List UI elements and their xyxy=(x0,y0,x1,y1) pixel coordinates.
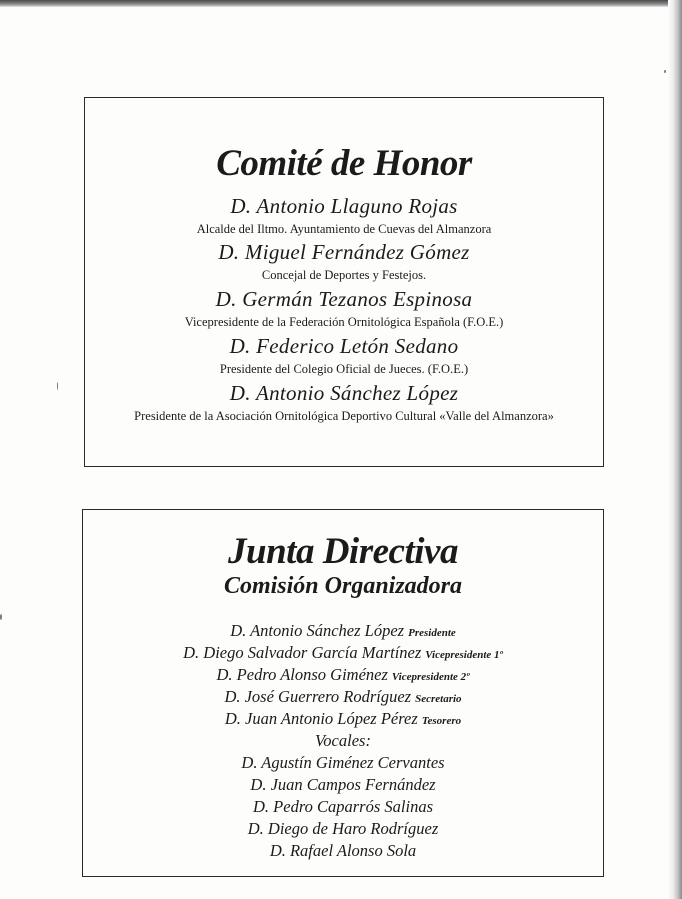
junta-title: Junta Directiva xyxy=(228,531,458,572)
officer-name: D. Antonio Sánchez López xyxy=(230,621,405,640)
officer-row xyxy=(83,621,603,641)
officer-name: D. Diego Salvador García Martínez xyxy=(183,643,422,662)
honor-member-name: D. Antonio Sánchez López xyxy=(229,381,459,405)
officer-position: Presidente xyxy=(408,627,456,639)
scan-top-edge xyxy=(0,0,682,7)
vocal-name: D. Juan Campos Fernández xyxy=(250,775,436,794)
vocal-name: D. Diego de Haro Rodríguez xyxy=(247,819,439,838)
vocal-name: D. Rafael Alonso Sola xyxy=(269,841,417,860)
scan-right-edge xyxy=(668,0,682,899)
vocal-name: D. Agustín Giménez Cervantes xyxy=(241,753,445,772)
honor-member-role: Concejal de Deportes y Festejos. xyxy=(261,268,427,282)
honor-member-name: D. Germán Tezanos Espinosa xyxy=(215,287,473,311)
junta-subtitle: Comisión Organizadora xyxy=(223,573,463,599)
officer-row xyxy=(83,687,603,707)
honor-member-role: Vicepresidente de la Federación Ornitológica Española (F.O.E.) xyxy=(184,315,504,329)
honor-title: Comité de Honor xyxy=(216,143,472,184)
junta-directiva-box xyxy=(82,509,604,877)
scan-speck xyxy=(664,70,666,73)
officer-name: D. Juan Antonio López Pérez xyxy=(224,709,418,728)
officer-position: Tesorero xyxy=(421,715,462,727)
officer-row xyxy=(83,665,603,685)
honor-member-name: D. Federico Letón Sedano xyxy=(229,334,459,358)
scan-speck xyxy=(0,614,2,620)
officer-name: D. Pedro Alonso Giménez xyxy=(216,665,388,684)
honor-member-role: Alcalde del Iltmo. Ayuntamiento de Cuevas del Almanzora xyxy=(196,222,492,236)
honor-member-name: D. Miguel Fernández Gómez xyxy=(218,240,470,264)
honor-member-name: D. Antonio Llaguno Rojas xyxy=(230,194,458,218)
officer-name: D. José Guerrero Rodríguez xyxy=(224,687,412,706)
scan-speck xyxy=(57,382,58,390)
vocal-name: D. Pedro Caparrós Salinas xyxy=(253,797,433,816)
officer-position: Vicepresidente 1º xyxy=(425,649,503,661)
officer-position: Secretario xyxy=(415,693,462,705)
honor-committee-box xyxy=(84,97,604,467)
vocales-label: Vocales: xyxy=(315,731,371,750)
officer-row xyxy=(83,709,603,729)
officer-position: Vicepresidente 2º xyxy=(391,671,470,683)
honor-member-role: Presidente de la Asociación Ornitológica Deportivo Cultural «Valle del Almanzora» xyxy=(134,409,554,423)
officer-row xyxy=(83,643,603,663)
honor-member-role: Presidente del Colegio Oficial de Jueces. (F.O.E.) xyxy=(219,362,469,376)
